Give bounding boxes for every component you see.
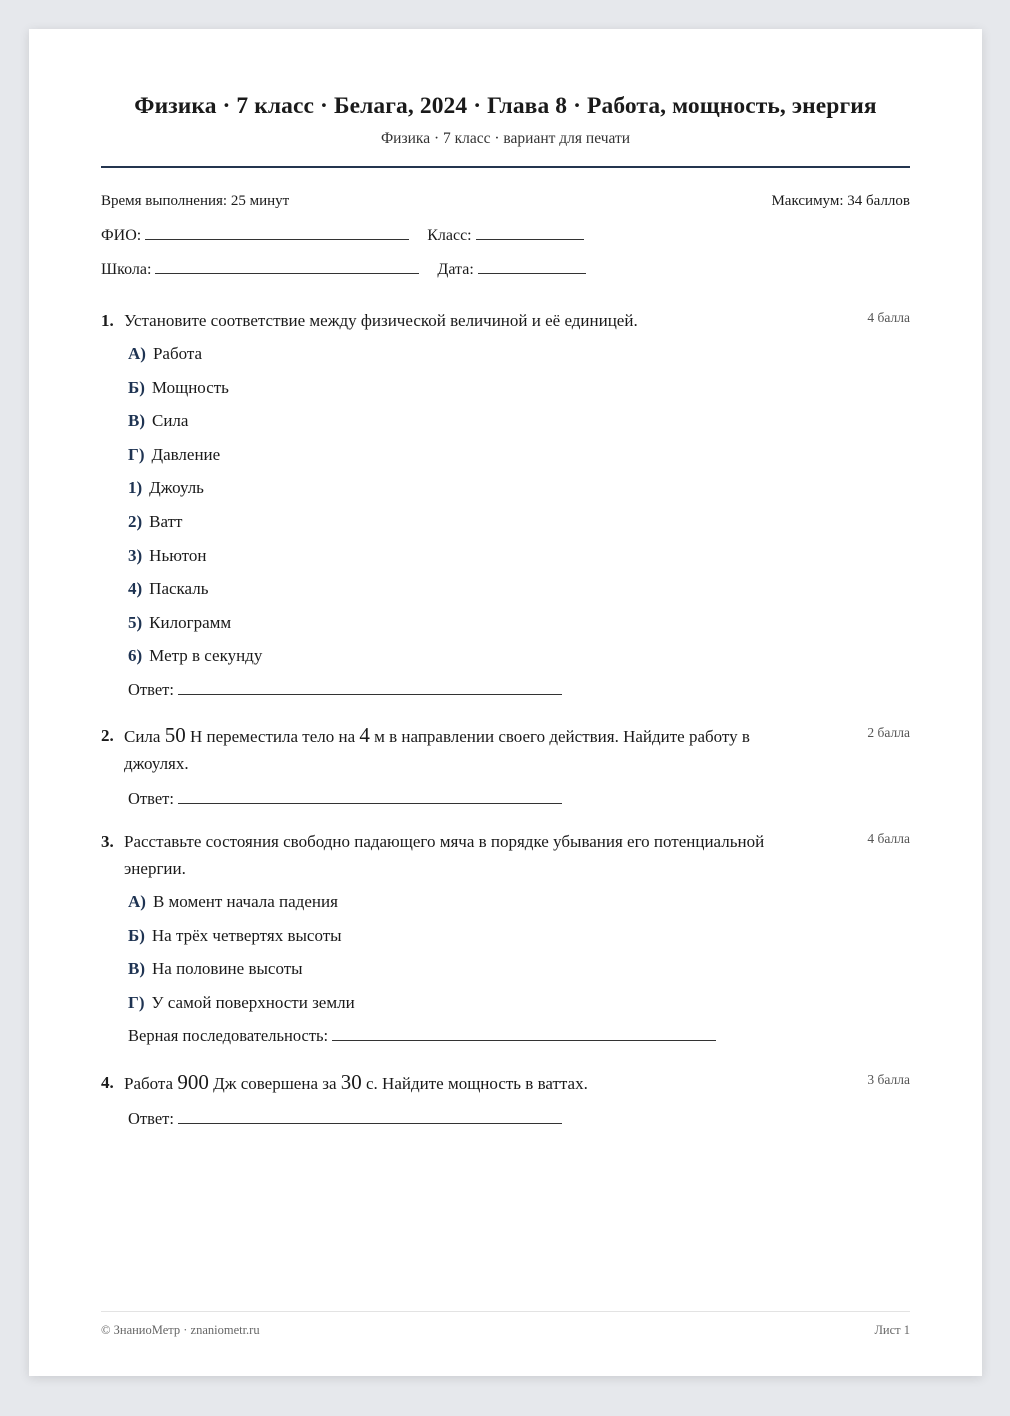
option-item: Б) На трёх четвертях высоты: [128, 925, 342, 945]
name-label: ФИО:: [101, 227, 142, 244]
question-2: [101, 722, 910, 812]
school-label: Школа:: [101, 261, 152, 278]
worksheet-page: [29, 29, 982, 1376]
question-text: Расставьте состояния свободно падающего мяча в порядке убывания его потенциальной энергии.: [124, 832, 765, 878]
school-field[interactable]: [155, 259, 419, 274]
footer-divider: [101, 1311, 910, 1312]
date-field[interactable]: [478, 259, 586, 274]
question-points: 2 балла: [867, 725, 910, 740]
class-label: Класс:: [427, 227, 472, 244]
option-item: 6) Метр в секунду: [128, 646, 263, 666]
question-number: 2.: [101, 726, 114, 745]
question-number: 4.: [101, 1073, 114, 1092]
class-field[interactable]: [476, 225, 584, 240]
option-item: 4) Паскаль: [128, 579, 209, 599]
option-item: Г) Давление: [128, 444, 221, 464]
worksheet-content: [101, 29, 910, 1376]
answer-row: [128, 1105, 910, 1132]
answer-row: [128, 676, 910, 703]
question-text: Установите соответствие между физической величиной и её единицей.: [124, 311, 638, 330]
answer-field[interactable]: [178, 787, 562, 804]
question-text: Работа 900 Дж совершена за 30 с. Найдите мощность в ваттах.: [124, 1070, 588, 1094]
max-score: Максимум: 34 баллов: [771, 193, 910, 209]
option-item: В) Сила: [128, 411, 189, 431]
time-limit: Время выполнения: 25 минут: [101, 193, 290, 209]
question-3: [101, 828, 910, 1049]
option-item: А) В момент начала падения: [128, 892, 338, 911]
answer-field[interactable]: [332, 1024, 716, 1041]
question-text: Сила 50 Н переместила тело на 4 м в направлении своего действия. Найдите работу в джоулях.: [124, 723, 750, 773]
answer-label: Ответ:: [128, 1109, 174, 1128]
question-1: [101, 307, 910, 703]
option-item: Б) Мощность: [128, 377, 229, 397]
answer-row: [128, 1022, 910, 1049]
student-fields-row-2: [101, 259, 586, 279]
question-points: 4 балла: [867, 831, 910, 846]
answer-field[interactable]: [178, 678, 562, 695]
footer-copyright: © ЗнаниоМетр · znaniometr.ru: [101, 1323, 260, 1337]
footer-page-number: Лист 1: [874, 1323, 910, 1337]
question-points: 4 балла: [867, 310, 910, 325]
answer-field[interactable]: [178, 1107, 562, 1124]
option-list: [128, 888, 910, 1022]
option-item: 3) Ньютон: [128, 545, 207, 565]
answer-label: Ответ:: [128, 679, 174, 699]
header-divider: [101, 166, 910, 168]
option-item: 5) Килограмм: [128, 612, 232, 632]
question-points: 3 балла: [867, 1072, 910, 1087]
student-fields-row-1: [101, 225, 584, 245]
option-list: [128, 340, 910, 676]
page-title: Физика · 7 класс · Белага, 2024 · Глава 8 · Работа, мощность, энергия: [134, 93, 877, 119]
date-label: Дата:: [437, 261, 474, 278]
answer-row: [128, 785, 910, 812]
question-4: [101, 1069, 910, 1132]
page-subtitle: Физика · 7 класс · вариант для печати: [380, 130, 631, 147]
option-item: В) На половине высоты: [128, 959, 303, 979]
question-number: 3.: [101, 832, 114, 851]
option-item: Г) У самой поверхности земли: [128, 992, 355, 1012]
option-item: 2) Ватт: [128, 511, 183, 531]
option-item: А) Работа: [128, 344, 203, 363]
answer-label: Верная последовательность:: [128, 1026, 329, 1046]
option-item: 1) Джоуль: [128, 478, 204, 498]
question-number: 1.: [101, 311, 114, 330]
answer-label: Ответ:: [128, 789, 174, 808]
name-field[interactable]: [145, 225, 409, 240]
